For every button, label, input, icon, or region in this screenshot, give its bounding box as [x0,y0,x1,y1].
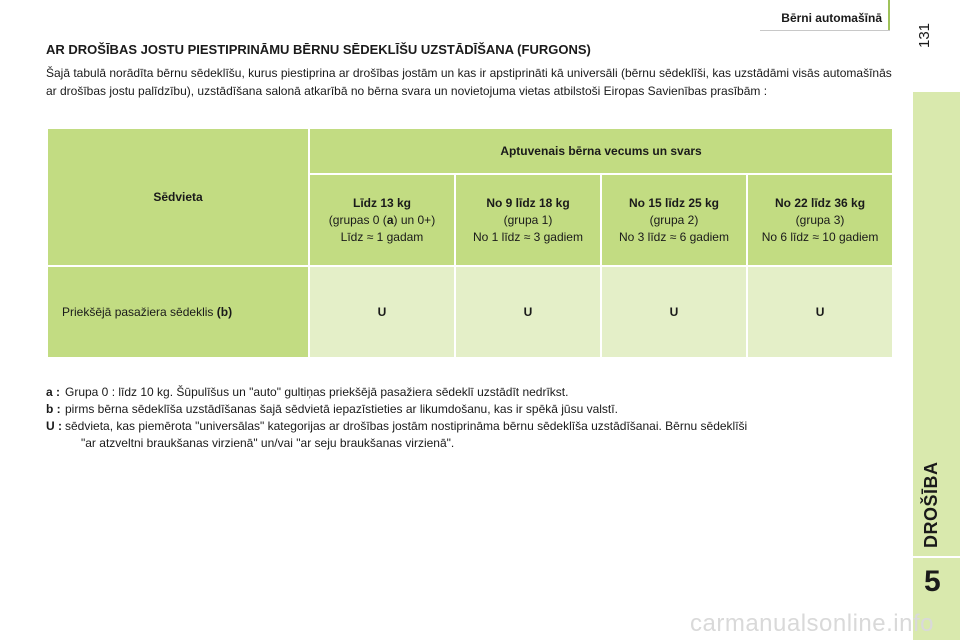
side-divider [903,92,904,640]
group-weight: Līdz 13 kg [352,195,411,210]
footnote-key: a : [46,385,61,399]
page-number: 131 [916,22,933,48]
header-rule [760,30,890,31]
group-label: (grupa 2) [649,212,699,227]
group-header-cell [455,174,601,266]
group-weight: No 9 līdz 18 kg [486,195,570,210]
section-title: AR DROŠĪBAS JOSTU PIESTIPRINĀMU BĒRNU SĒDEKLĪŠU UZSTĀDĪŠANA (FURGONS) [46,42,591,57]
group-header-cell [601,174,747,266]
seat-column-header [47,128,309,266]
group-header-cell [747,174,893,266]
chapter-label: DROŠĪBA [921,461,941,548]
compat-cell: U [309,266,455,358]
intro-paragraph: Šajā tabulā norādīta bērnu sēdeklīšu, kurus piestiprina ar drošības jostām un kas ir apstiprināti kā universāli (bērnu sēdeklīši, kas uzstādāmi visās automašīnās ar drošības jostu palīdzību), uzstādīšana salonā atkarībā no bērna svara un novietojuma vietas atbilstoši Eiropas Savienības prasībām : [46,66,892,98]
footnote-a [46,384,896,401]
chapter-divider [913,556,960,558]
age-header-label: Aptuvenais bērna vecums un svars [500,143,702,158]
compat-cell: U [601,266,747,358]
page-header [0,0,960,34]
footnote-text: pirms bērna sēdeklīša uzstādīšanas šajā sēdvietā iepazīstieties ar likumdošanu, kas ir spēkā jūsu valstī. [65,402,618,416]
group-age: Līdz ≈ 1 gadam [340,229,424,244]
footnote-key: b : [46,402,61,416]
footnote-key: U : [46,419,62,433]
chapter-number: 5 [924,565,941,598]
group-age: No 3 līdz ≈ 6 gadiem [619,229,729,244]
seat-note: (b) [216,304,233,319]
group-label: (grupas 0 (a) un 0+) [328,212,436,227]
seat-cell [47,266,309,358]
watermark: carmanualsonline.info [690,610,934,637]
group-weight: No 22 līdz 36 kg [775,195,866,210]
footnote-text: sēdvieta, kas piemērota "universālas" kategorijas ar drošības jostām nostiprināma bērnu sēdeklīša uzstādīšanai. Bērnu sēdeklīši [65,419,748,433]
group-age: No 1 līdz ≈ 3 gadiem [473,229,583,244]
compat-cell: U [455,266,601,358]
group-note-a: a [386,212,394,227]
group-weight: No 15 līdz 25 kg [628,195,720,210]
group-label: (grupa 1) [503,212,553,227]
group-header-cell [309,174,455,266]
seat-header-label: Sēdvieta [153,189,203,204]
footnote-b [46,401,896,418]
footnote-u-continuation: "ar atzveltni braukšanas virzienā" un/vai "ar seju braukšanas virzienā". [81,436,455,450]
age-weight-header [309,128,893,174]
header-title: Bērni automašīnā [781,11,882,25]
footnote-u [46,418,896,435]
group-label: (grupa 3) [795,212,845,227]
table-row [47,266,893,358]
group-age: No 6 līdz ≈ 10 gadiem [761,229,879,244]
compat-cell: U [747,266,893,358]
header-accent-bar [888,0,890,30]
seat-name: Priekšējā pasažiera sēdeklis [62,304,214,319]
footnote-text: Grupa 0 : līdz 10 kg. Šūpulīšus un "auto" gultiņas priekšējā pasažiera sēdeklī uzstādīt nedrīkst. [65,385,569,399]
footnotes [46,384,896,452]
child-seat-table [46,127,894,359]
